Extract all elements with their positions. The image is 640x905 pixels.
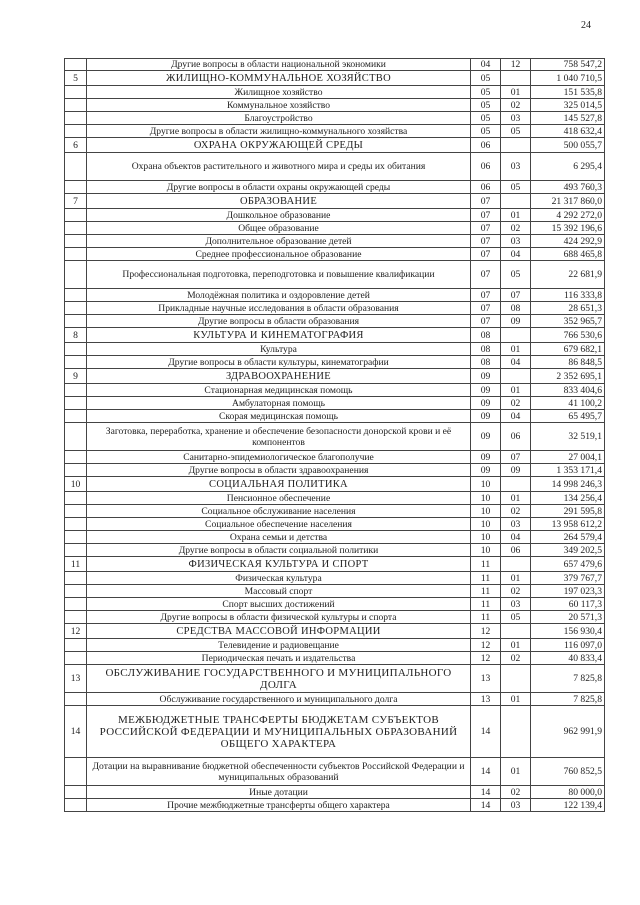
section-code-cell: 06: [471, 153, 501, 181]
subsection-code-cell: 02: [501, 652, 531, 665]
amount-cell: 151 535,8: [531, 86, 605, 99]
row-name-cell: Общее образование: [87, 222, 471, 235]
row-number-cell: [65, 786, 87, 799]
row-name-cell: Другие вопросы в области национальной экономики: [87, 59, 471, 71]
row-name-cell: КУЛЬТУРА И КИНЕМАТОГРАФИЯ: [87, 328, 471, 343]
amount-cell: 325 014,5: [531, 99, 605, 112]
row-name-cell: Социальное обеспечение населения: [87, 518, 471, 531]
row-number-cell: [65, 384, 87, 397]
subsection-row: [65, 758, 605, 786]
amount-cell: 80 000,0: [531, 786, 605, 799]
amount-cell: 657 479,6: [531, 557, 605, 572]
amount-cell: 197 023,3: [531, 585, 605, 598]
subsection-code-cell: 05: [501, 611, 531, 624]
row-number-cell: [65, 518, 87, 531]
section-code-cell: 11: [471, 585, 501, 598]
row-name-cell: Периодическая печать и издательства: [87, 652, 471, 665]
subsection-row: [65, 125, 605, 138]
row-name-cell: Другие вопросы в области образования: [87, 315, 471, 328]
subsection-row: [65, 384, 605, 397]
budget-table-body: [65, 59, 605, 812]
subsection-code-cell: [501, 71, 531, 86]
budget-table: [64, 58, 605, 812]
subsection-code-cell: 04: [501, 356, 531, 369]
amount-cell: 28 651,3: [531, 302, 605, 315]
amount-cell: 4 292 272,0: [531, 209, 605, 222]
row-name-cell: Другие вопросы в области физической культуры и спорта: [87, 611, 471, 624]
amount-cell: 7 825,8: [531, 693, 605, 706]
section-code-cell: 09: [471, 451, 501, 464]
subsection-row: [65, 598, 605, 611]
section-code-cell: 10: [471, 531, 501, 544]
row-number-cell: [65, 235, 87, 248]
subsection-code-cell: 01: [501, 639, 531, 652]
section-row: [65, 194, 605, 209]
row-number-cell: [65, 112, 87, 125]
row-name-cell: Спорт высших достижений: [87, 598, 471, 611]
section-code-cell: 08: [471, 343, 501, 356]
section-code-cell: 10: [471, 477, 501, 492]
subsection-code-cell: 01: [501, 384, 531, 397]
section-code-cell: 09: [471, 464, 501, 477]
row-name-cell: Молодёжная политика и оздоровление детей: [87, 289, 471, 302]
section-code-cell: 14: [471, 786, 501, 799]
row-number-cell: 14: [65, 706, 87, 758]
section-code-cell: 10: [471, 492, 501, 505]
row-number-cell: [65, 222, 87, 235]
section-row: [65, 706, 605, 758]
row-number-cell: [65, 758, 87, 786]
row-number-cell: [65, 343, 87, 356]
row-number-cell: [65, 397, 87, 410]
row-name-cell: ОХРАНА ОКРУЖАЮЩЕЙ СРЕДЫ: [87, 138, 471, 153]
subsection-row: [65, 209, 605, 222]
row-number-cell: 13: [65, 665, 87, 693]
subsection-code-cell: 05: [501, 261, 531, 289]
section-row: [65, 138, 605, 153]
row-number-cell: [65, 410, 87, 423]
section-code-cell: 13: [471, 665, 501, 693]
subsection-row: [65, 544, 605, 557]
subsection-code-cell: 04: [501, 531, 531, 544]
section-code-cell: 05: [471, 112, 501, 125]
row-name-cell: Дошкольное образование: [87, 209, 471, 222]
subsection-code-cell: [501, 138, 531, 153]
amount-cell: 6 295,4: [531, 153, 605, 181]
row-name-cell: ЗДРАВООХРАНЕНИЕ: [87, 369, 471, 384]
section-code-cell: 12: [471, 652, 501, 665]
section-code-cell: 14: [471, 706, 501, 758]
row-number-cell: [65, 639, 87, 652]
amount-cell: 493 760,3: [531, 181, 605, 194]
subsection-code-cell: 04: [501, 410, 531, 423]
section-code-cell: 11: [471, 572, 501, 585]
row-name-cell: Социальное обслуживание населения: [87, 505, 471, 518]
subsection-row: [65, 572, 605, 585]
subsection-code-cell: [501, 624, 531, 639]
amount-cell: 688 465,8: [531, 248, 605, 261]
subsection-code-cell: 03: [501, 235, 531, 248]
row-name-cell: ОБРАЗОВАНИЕ: [87, 194, 471, 209]
amount-cell: 65 495,7: [531, 410, 605, 423]
subsection-code-cell: 03: [501, 153, 531, 181]
subsection-code-cell: 01: [501, 693, 531, 706]
section-code-cell: 07: [471, 209, 501, 222]
subsection-code-cell: 02: [501, 397, 531, 410]
amount-cell: 352 965,7: [531, 315, 605, 328]
section-row: [65, 328, 605, 343]
row-number-cell: [65, 598, 87, 611]
amount-cell: 679 682,1: [531, 343, 605, 356]
amount-cell: 13 958 612,2: [531, 518, 605, 531]
section-code-cell: 06: [471, 138, 501, 153]
subsection-code-cell: 01: [501, 758, 531, 786]
section-code-cell: 07: [471, 222, 501, 235]
subsection-code-cell: 02: [501, 505, 531, 518]
row-number-cell: [65, 652, 87, 665]
section-row: [65, 477, 605, 492]
section-code-cell: 11: [471, 557, 501, 572]
section-code-cell: 05: [471, 125, 501, 138]
row-name-cell: Амбулаторная помощь: [87, 397, 471, 410]
amount-cell: 27 004,1: [531, 451, 605, 464]
subsection-code-cell: 03: [501, 799, 531, 812]
row-number-cell: [65, 356, 87, 369]
subsection-code-cell: [501, 557, 531, 572]
row-name-cell: ЖИЛИЩНО-КОММУНАЛЬНОЕ ХОЗЯЙСТВО: [87, 71, 471, 86]
subsection-row: [65, 181, 605, 194]
subsection-code-cell: 03: [501, 112, 531, 125]
subsection-code-cell: 04: [501, 248, 531, 261]
amount-cell: 833 404,6: [531, 384, 605, 397]
row-name-cell: ОБСЛУЖИВАНИЕ ГОСУДАРСТВЕННОГО И МУНИЦИПАЛЬНОГО ДОЛГА: [87, 665, 471, 693]
subsection-code-cell: [501, 328, 531, 343]
row-name-cell: Санитарно-эпидемиологическое благополучие: [87, 451, 471, 464]
subsection-code-cell: 12: [501, 59, 531, 71]
subsection-row: [65, 261, 605, 289]
section-code-cell: 14: [471, 799, 501, 812]
amount-cell: 15 392 196,6: [531, 222, 605, 235]
section-code-cell: 07: [471, 289, 501, 302]
section-row: [65, 71, 605, 86]
amount-cell: 41 100,2: [531, 397, 605, 410]
row-number-cell: [65, 492, 87, 505]
row-name-cell: Заготовка, переработка, хранение и обеспечение безопасности донорской крови и её компонентов: [87, 423, 471, 451]
row-name-cell: Дополнительное образование детей: [87, 235, 471, 248]
section-code-cell: 08: [471, 328, 501, 343]
amount-cell: 145 527,8: [531, 112, 605, 125]
row-number-cell: [65, 261, 87, 289]
row-number-cell: [65, 572, 87, 585]
amount-cell: 379 767,7: [531, 572, 605, 585]
row-number-cell: 5: [65, 71, 87, 86]
subsection-code-cell: 06: [501, 423, 531, 451]
subsection-row: [65, 315, 605, 328]
subsection-code-cell: [501, 706, 531, 758]
subsection-code-cell: 03: [501, 598, 531, 611]
row-number-cell: [65, 181, 87, 194]
amount-cell: 21 317 860,0: [531, 194, 605, 209]
row-number-cell: 12: [65, 624, 87, 639]
subsection-row: [65, 99, 605, 112]
row-number-cell: [65, 99, 87, 112]
subsection-code-cell: 06: [501, 544, 531, 557]
section-code-cell: 10: [471, 505, 501, 518]
subsection-code-cell: 02: [501, 786, 531, 799]
subsection-row: [65, 652, 605, 665]
row-number-cell: [65, 289, 87, 302]
row-name-cell: СОЦИАЛЬНАЯ ПОЛИТИКА: [87, 477, 471, 492]
subsection-code-cell: 02: [501, 585, 531, 598]
row-name-cell: Среднее профессиональное образование: [87, 248, 471, 261]
row-number-cell: [65, 153, 87, 181]
subsection-row: [65, 531, 605, 544]
amount-cell: 122 139,4: [531, 799, 605, 812]
row-number-cell: [65, 505, 87, 518]
subsection-code-cell: 01: [501, 86, 531, 99]
row-name-cell: Охрана семьи и детства: [87, 531, 471, 544]
subsection-row: [65, 356, 605, 369]
row-number-cell: [65, 585, 87, 598]
row-name-cell: Скорая медицинская помощь: [87, 410, 471, 423]
subsection-row: [65, 492, 605, 505]
row-number-cell: 7: [65, 194, 87, 209]
section-row: [65, 624, 605, 639]
section-code-cell: 06: [471, 181, 501, 194]
subsection-row: [65, 693, 605, 706]
amount-cell: 962 991,9: [531, 706, 605, 758]
amount-cell: 60 117,3: [531, 598, 605, 611]
amount-cell: 766 530,6: [531, 328, 605, 343]
row-number-cell: [65, 423, 87, 451]
subsection-code-cell: 05: [501, 125, 531, 138]
row-name-cell: Пенсионное обеспечение: [87, 492, 471, 505]
subsection-code-cell: [501, 477, 531, 492]
section-code-cell: 07: [471, 194, 501, 209]
section-code-cell: 05: [471, 99, 501, 112]
subsection-row: [65, 518, 605, 531]
row-name-cell: Жилищное хозяйство: [87, 86, 471, 99]
subsection-row: [65, 112, 605, 125]
subsection-row: [65, 86, 605, 99]
amount-cell: 22 681,9: [531, 261, 605, 289]
section-row: [65, 369, 605, 384]
section-code-cell: 12: [471, 624, 501, 639]
subsection-row: [65, 235, 605, 248]
subsection-row: [65, 302, 605, 315]
subsection-code-cell: 07: [501, 289, 531, 302]
row-number-cell: [65, 693, 87, 706]
subsection-row: [65, 639, 605, 652]
row-number-cell: [65, 59, 87, 71]
amount-cell: 291 595,8: [531, 505, 605, 518]
section-code-cell: 07: [471, 248, 501, 261]
row-name-cell: Прочие межбюджетные трансферты общего характера: [87, 799, 471, 812]
subsection-code-cell: 07: [501, 451, 531, 464]
subsection-code-cell: 09: [501, 315, 531, 328]
row-name-cell: Другие вопросы в области здравоохранения: [87, 464, 471, 477]
section-code-cell: 04: [471, 59, 501, 71]
row-number-cell: [65, 531, 87, 544]
row-name-cell: Другие вопросы в области социальной политики: [87, 544, 471, 557]
row-name-cell: Телевидение и радиовещание: [87, 639, 471, 652]
subsection-code-cell: [501, 369, 531, 384]
section-code-cell: 05: [471, 86, 501, 99]
subsection-row: [65, 423, 605, 451]
row-name-cell: Стационарная медицинская помощь: [87, 384, 471, 397]
row-name-cell: МЕЖБЮДЖЕТНЫЕ ТРАНСФЕРТЫ БЮДЖЕТАМ СУБЪЕКТОВ РОССИЙСКОЙ ФЕДЕРАЦИИ И МУНИЦИПАЛЬНЫХ ОБРАЗОВАНИЙ ОБЩЕГО ХАРАКТЕРА: [87, 706, 471, 758]
row-name-cell: Охрана объектов растительного и животного мира и среды их обитания: [87, 153, 471, 181]
section-code-cell: 10: [471, 544, 501, 557]
section-code-cell: 07: [471, 302, 501, 315]
amount-cell: 2 352 695,1: [531, 369, 605, 384]
section-row: [65, 557, 605, 572]
row-number-cell: 6: [65, 138, 87, 153]
section-code-cell: 10: [471, 518, 501, 531]
section-code-cell: 09: [471, 397, 501, 410]
amount-cell: 418 632,4: [531, 125, 605, 138]
subsection-row: [65, 222, 605, 235]
amount-cell: 40 833,4: [531, 652, 605, 665]
row-number-cell: [65, 611, 87, 624]
subsection-code-cell: 08: [501, 302, 531, 315]
subsection-row: [65, 397, 605, 410]
section-code-cell: 07: [471, 315, 501, 328]
amount-cell: 116 097,0: [531, 639, 605, 652]
amount-cell: 7 825,8: [531, 665, 605, 693]
amount-cell: 424 292,9: [531, 235, 605, 248]
amount-cell: 86 848,5: [531, 356, 605, 369]
amount-cell: 134 256,4: [531, 492, 605, 505]
subsection-row: [65, 289, 605, 302]
section-code-cell: 13: [471, 693, 501, 706]
subsection-row: [65, 410, 605, 423]
amount-cell: 1 353 171,4: [531, 464, 605, 477]
subsection-row: [65, 248, 605, 261]
section-code-cell: 14: [471, 758, 501, 786]
subsection-row: [65, 153, 605, 181]
subsection-row: [65, 343, 605, 356]
row-number-cell: [65, 86, 87, 99]
amount-cell: 758 547,2: [531, 59, 605, 71]
subsection-code-cell: 01: [501, 343, 531, 356]
amount-cell: 156 930,4: [531, 624, 605, 639]
row-name-cell: Обслуживание государственного и муниципального долга: [87, 693, 471, 706]
amount-cell: 32 519,1: [531, 423, 605, 451]
row-number-cell: [65, 799, 87, 812]
row-name-cell: Иные дотации: [87, 786, 471, 799]
amount-cell: 500 055,7: [531, 138, 605, 153]
subsection-code-cell: 01: [501, 572, 531, 585]
amount-cell: 264 579,4: [531, 531, 605, 544]
amount-cell: 1 040 710,5: [531, 71, 605, 86]
row-number-cell: [65, 125, 87, 138]
row-name-cell: Благоустройство: [87, 112, 471, 125]
subsection-code-cell: 02: [501, 99, 531, 112]
row-number-cell: [65, 544, 87, 557]
subsection-code-cell: 09: [501, 464, 531, 477]
row-number-cell: [65, 302, 87, 315]
row-name-cell: Другие вопросы в области культуры, кинематографии: [87, 356, 471, 369]
row-number-cell: [65, 209, 87, 222]
section-code-cell: 11: [471, 611, 501, 624]
subsection-row: [65, 799, 605, 812]
amount-cell: 116 333,8: [531, 289, 605, 302]
row-name-cell: Культура: [87, 343, 471, 356]
section-code-cell: 08: [471, 356, 501, 369]
subsection-row: [65, 786, 605, 799]
subsection-code-cell: 03: [501, 518, 531, 531]
subsection-row: [65, 451, 605, 464]
subsection-code-cell: 05: [501, 181, 531, 194]
subsection-row: [65, 505, 605, 518]
subsection-row: [65, 585, 605, 598]
row-number-cell: 10: [65, 477, 87, 492]
section-code-cell: 12: [471, 639, 501, 652]
row-number-cell: 8: [65, 328, 87, 343]
row-number-cell: [65, 464, 87, 477]
amount-cell: 20 571,3: [531, 611, 605, 624]
section-code-cell: 09: [471, 410, 501, 423]
row-number-cell: 11: [65, 557, 87, 572]
section-code-cell: 07: [471, 235, 501, 248]
row-number-cell: 9: [65, 369, 87, 384]
section-row: [65, 665, 605, 693]
subsection-code-cell: 02: [501, 222, 531, 235]
page-number: 24: [581, 20, 591, 31]
row-name-cell: Массовый спорт: [87, 585, 471, 598]
section-code-cell: 05: [471, 71, 501, 86]
row-name-cell: Другие вопросы в области жилищно-коммунального хозяйства: [87, 125, 471, 138]
row-name-cell: Дотации на выравнивание бюджетной обеспеченности субъектов Российской Федерации и муниципальных образований: [87, 758, 471, 786]
row-name-cell: Физическая культура: [87, 572, 471, 585]
subsection-code-cell: [501, 665, 531, 693]
row-name-cell: Прикладные научные исследования в области образования: [87, 302, 471, 315]
section-code-cell: 09: [471, 423, 501, 451]
row-number-cell: [65, 248, 87, 261]
section-code-cell: 07: [471, 261, 501, 289]
amount-cell: 14 998 246,3: [531, 477, 605, 492]
amount-cell: 349 202,5: [531, 544, 605, 557]
subsection-code-cell: 01: [501, 209, 531, 222]
row-number-cell: [65, 451, 87, 464]
row-number-cell: [65, 315, 87, 328]
subsection-code-cell: 01: [501, 492, 531, 505]
subsection-row: [65, 611, 605, 624]
subsection-code-cell: [501, 194, 531, 209]
section-code-cell: 09: [471, 384, 501, 397]
row-name-cell: ФИЗИЧЕСКАЯ КУЛЬТУРА И СПОРТ: [87, 557, 471, 572]
section-code-cell: 11: [471, 598, 501, 611]
row-name-cell: СРЕДСТВА МАССОВОЙ ИНФОРМАЦИИ: [87, 624, 471, 639]
row-name-cell: Профессиональная подготовка, переподготовка и повышение квалификации: [87, 261, 471, 289]
row-name-cell: Коммунальное хозяйство: [87, 99, 471, 112]
section-code-cell: 09: [471, 369, 501, 384]
subsection-row: [65, 464, 605, 477]
amount-cell: 760 852,5: [531, 758, 605, 786]
subsection-row: [65, 59, 605, 71]
row-name-cell: Другие вопросы в области охраны окружающей среды: [87, 181, 471, 194]
